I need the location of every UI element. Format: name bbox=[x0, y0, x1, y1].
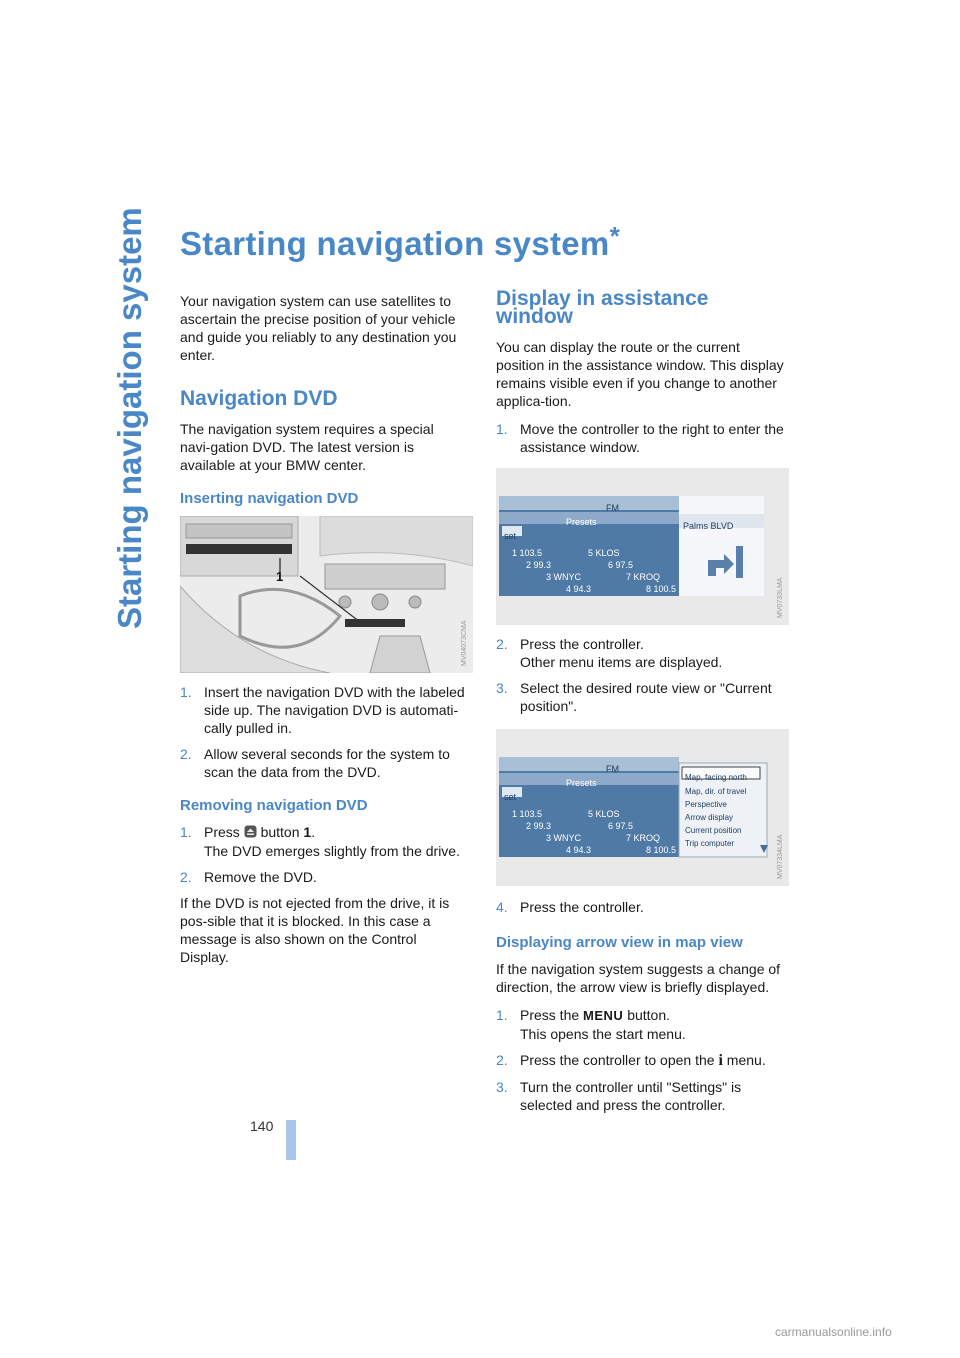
page-number: 140 bbox=[250, 1118, 274, 1134]
station2-3: 3 WNYC bbox=[546, 833, 582, 843]
step-text: Insert the navigation DVD with the labeled side up. The navigation DVD is automati-cally pulled in. bbox=[204, 684, 465, 736]
step-text: Press bbox=[204, 824, 240, 840]
step-text: menu. bbox=[726, 1052, 766, 1068]
step-number: 1. bbox=[180, 684, 192, 700]
step-text: button bbox=[260, 824, 300, 840]
remove-step-2 bbox=[180, 868, 465, 886]
station-1: 1 103.5 bbox=[512, 548, 543, 558]
station2-5: 5 KLOS bbox=[588, 809, 620, 819]
insert-step-1 bbox=[180, 683, 465, 737]
step-number: 4. bbox=[496, 899, 508, 915]
image-callout-1: 1 bbox=[276, 569, 284, 584]
menu-trip: Trip computer bbox=[685, 839, 735, 848]
station-2: 2 99.3 bbox=[526, 560, 552, 570]
step-text: Turn the controller until "Settings" is selected and press the controller. bbox=[520, 1079, 742, 1113]
dashboard-illustration bbox=[180, 516, 473, 673]
menu-map-travel: Map, dir. of travel bbox=[685, 787, 747, 796]
station2-8: 8 100.5 bbox=[646, 845, 677, 855]
screen-presets: Presets bbox=[566, 517, 597, 527]
station-6: 6 97.5 bbox=[608, 560, 634, 570]
step-number: 2. bbox=[496, 636, 508, 652]
nav-dvd-heading: Navigation DVD bbox=[180, 387, 338, 410]
station2-1: 1 103.5 bbox=[512, 809, 543, 819]
station-5: 5 KLOS bbox=[588, 548, 620, 558]
step-text: Press the controller to open the bbox=[520, 1052, 715, 1068]
assist-step-4 bbox=[496, 898, 791, 916]
insert-step-2 bbox=[180, 745, 465, 781]
svg-text:MV0733LMA: MV0733LMA bbox=[777, 577, 784, 618]
screen2-band: FM bbox=[606, 764, 619, 774]
step-text: Remove the DVD. bbox=[204, 869, 317, 886]
station2-6: 6 97.5 bbox=[608, 821, 634, 831]
assist-step-3 bbox=[496, 679, 791, 715]
step-number: 1. bbox=[180, 824, 192, 840]
left-column bbox=[180, 292, 468, 976]
svg-text:MV07334LMA: MV07334LMA bbox=[777, 834, 784, 879]
page-title bbox=[180, 221, 620, 263]
screen-street: Palms BLVD bbox=[683, 521, 734, 531]
arrow-step-2 bbox=[496, 1051, 791, 1070]
step-number: 3. bbox=[496, 680, 508, 696]
station-4: 4 94.3 bbox=[566, 584, 592, 594]
step-text: Other menu items are displayed. bbox=[520, 654, 723, 670]
optional-marker: * bbox=[609, 221, 620, 251]
sidebar-chapter-title bbox=[100, 207, 160, 630]
intro-paragraph: Your navigation system can use satellites to ascertain the precise position of your vehicle and guide you reliably to any destination you enter. bbox=[180, 293, 457, 363]
step-text: Press the bbox=[520, 1007, 580, 1023]
step-text: Select the desired route view or "Current position". bbox=[520, 680, 772, 714]
watermark-text: carmanualsonline.info bbox=[775, 1325, 892, 1339]
nav-dvd-paragraph: The navigation system requires a special navi-gation DVD. The latest version is available at your BMW center. bbox=[180, 421, 434, 473]
menu-perspective: Perspective bbox=[685, 800, 727, 809]
menu-arrow: Arrow display bbox=[685, 813, 734, 822]
arrow-view-heading: Displaying arrow view in map view bbox=[496, 934, 743, 951]
step-text: . bbox=[311, 824, 316, 840]
step-text: Press the controller. bbox=[520, 899, 644, 915]
right-column bbox=[496, 287, 791, 1122]
assist-heading: Display in assistance window bbox=[496, 287, 709, 328]
step-text: The DVD emerges slightly from the drive. bbox=[204, 843, 460, 860]
step-text: Allow several seconds for the system to scan the data from the DVD. bbox=[204, 746, 450, 780]
eject-icon bbox=[244, 824, 257, 842]
station-7: 7 KROQ bbox=[626, 572, 661, 582]
screenshot-assistance-menu bbox=[496, 729, 789, 886]
screenshot-assistance-route bbox=[496, 468, 789, 625]
station2-4: 4 94.3 bbox=[566, 845, 592, 855]
station2-2: 2 99.3 bbox=[526, 821, 552, 831]
step-text: Press the controller. bbox=[520, 636, 644, 652]
screen-band: FM bbox=[606, 503, 619, 513]
assist-paragraph: You can display the route or the current position in the assistance window. This display remains visible even if you change to another applica-tion. bbox=[496, 339, 784, 409]
step-text: button. bbox=[627, 1007, 671, 1023]
step-number: 1. bbox=[496, 1007, 508, 1023]
arrow-step-1 bbox=[496, 1006, 791, 1043]
menu-map-north: Map, facing north bbox=[685, 773, 747, 782]
arrow-view-paragraph: If the navigation system suggests a change of direction, the arrow view is briefly displayed. bbox=[496, 961, 781, 995]
remove-note: If the DVD is not ejected from the drive, it is pos-sible that it is blocked. In this case a message is also shown on the Control Display. bbox=[180, 895, 450, 966]
arrow-step-3 bbox=[496, 1078, 791, 1114]
menu-current: Current position bbox=[685, 826, 742, 835]
step-number: 2. bbox=[496, 1052, 508, 1068]
removing-heading: Removing navigation DVD bbox=[180, 797, 368, 814]
sidebar-title-text: Starting navigation system bbox=[111, 207, 148, 629]
assist-step-2 bbox=[496, 635, 791, 671]
station-3: 3 WNYC bbox=[546, 572, 582, 582]
remove-step-1 bbox=[180, 823, 465, 860]
step-text: Move the controller to the right to enter the assistance window. bbox=[520, 421, 784, 455]
step-ref: 1 bbox=[303, 824, 312, 840]
step-number: 2. bbox=[180, 869, 192, 886]
dashboard-drawing bbox=[180, 516, 473, 673]
info-icon: i bbox=[718, 1052, 723, 1069]
station-8: 8 100.5 bbox=[646, 584, 677, 594]
menu-key-label: MENU bbox=[583, 1008, 624, 1023]
inserting-heading: Inserting navigation DVD bbox=[180, 490, 359, 507]
assist-step-1 bbox=[496, 420, 791, 456]
page-title-text: Starting navigation system bbox=[180, 225, 610, 262]
svg-text:MV04073CMA: MV04073CMA bbox=[461, 620, 468, 666]
screen2-set: set bbox=[504, 792, 517, 802]
step-number: 2. bbox=[180, 746, 192, 762]
step-number: 3. bbox=[496, 1079, 508, 1095]
step-number: 1. bbox=[496, 421, 508, 437]
screen-set: set bbox=[504, 531, 517, 541]
step-text: This opens the start menu. bbox=[520, 1026, 686, 1042]
screen2-presets: Presets bbox=[566, 778, 597, 788]
station2-7: 7 KROQ bbox=[626, 833, 661, 843]
page-marker-bar bbox=[286, 1120, 296, 1160]
